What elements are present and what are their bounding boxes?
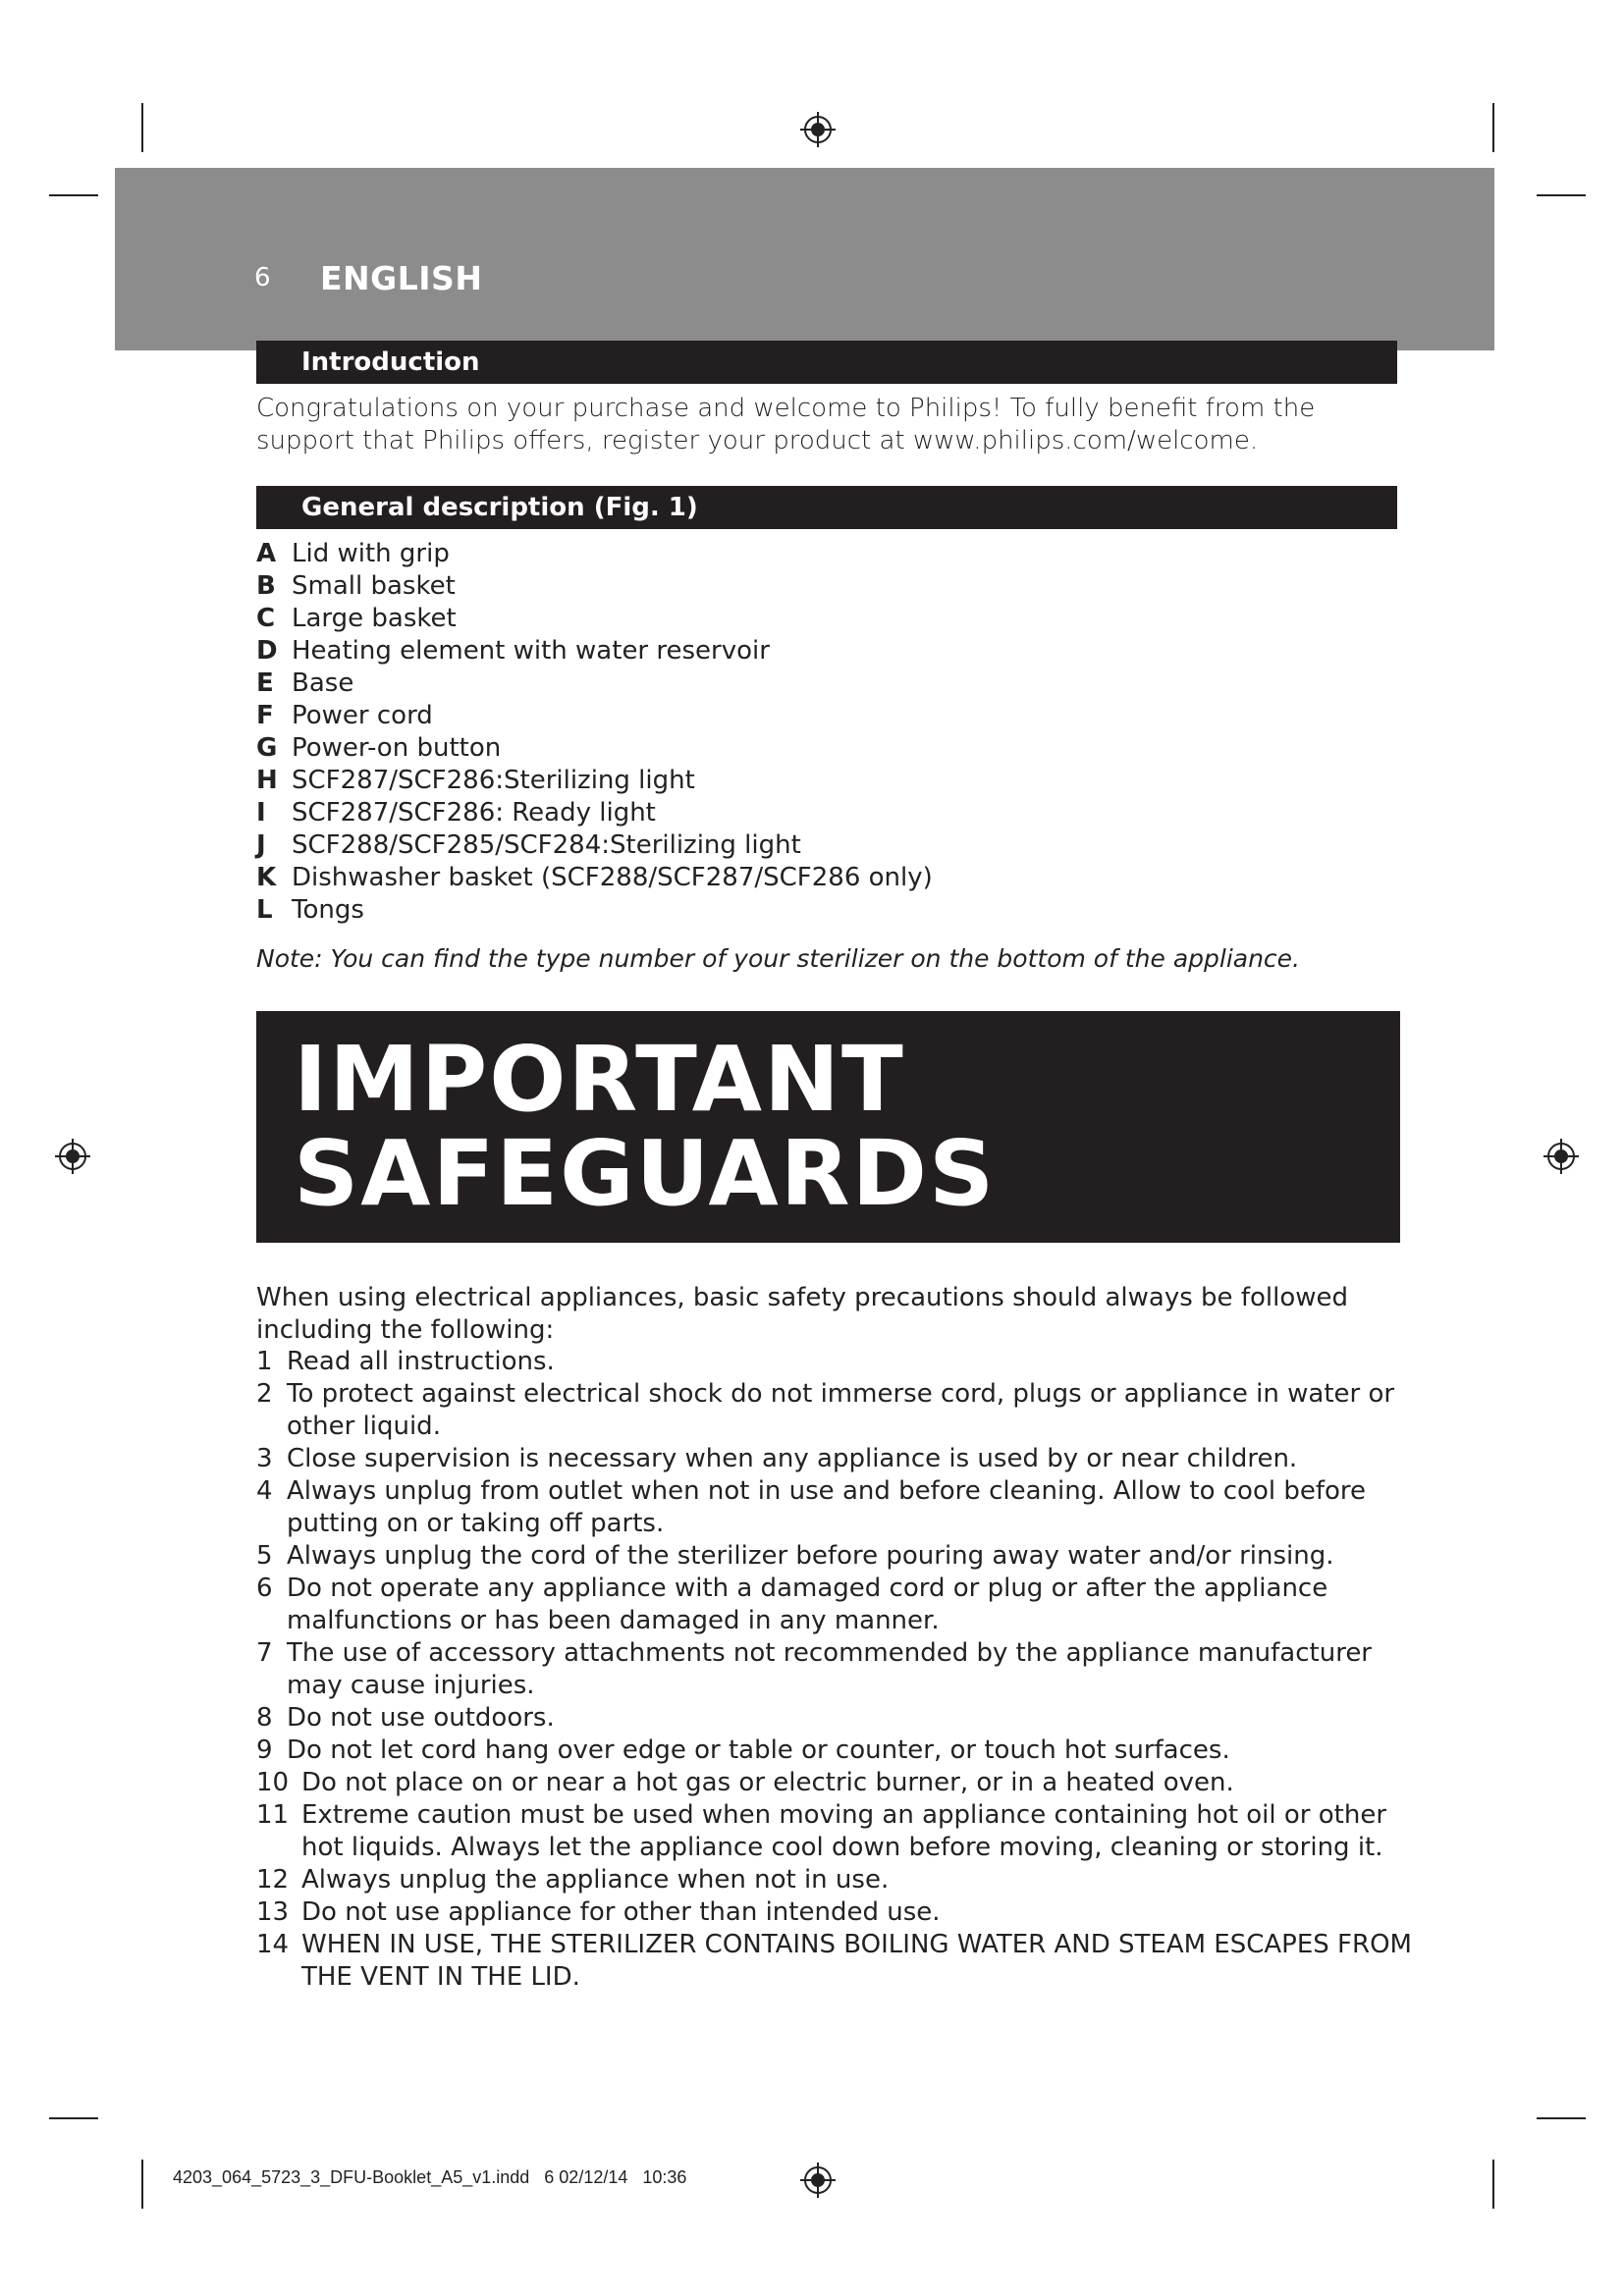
page-number: 6 bbox=[254, 263, 271, 293]
item-text: Base bbox=[292, 668, 354, 698]
item-number: 4 bbox=[256, 1476, 273, 1506]
introduction-text: Congratulations on your purchase and welcome to Philips! To fully benefit from the support that Philips offers, register your product at www.philips.com/welcome. bbox=[256, 394, 1316, 455]
item-text: SCF288/SCF285/SCF284:Sterilizing light bbox=[292, 830, 801, 860]
crop-mark bbox=[1537, 194, 1586, 196]
crop-mark bbox=[49, 2117, 98, 2119]
list-item bbox=[256, 570, 933, 603]
item-text: The use of accessory attachments not recommended by the appliance manufacturer may cause injuries. bbox=[287, 1638, 1372, 1700]
item-text: Read all instructions. bbox=[287, 1347, 555, 1376]
list-item bbox=[256, 1637, 1425, 1702]
list-item bbox=[256, 1864, 1425, 1896]
item-letter: J bbox=[256, 830, 266, 860]
list-item bbox=[256, 1767, 1425, 1799]
banner-title-line1: IMPORTANT bbox=[294, 1027, 905, 1132]
item-letter: G bbox=[256, 733, 278, 763]
item-text: Power cord bbox=[292, 701, 433, 730]
section-heading-introduction: Introduction bbox=[256, 341, 1397, 384]
registration-mark-icon bbox=[55, 1139, 90, 1174]
list-item bbox=[256, 765, 933, 797]
crop-mark bbox=[49, 194, 98, 196]
list-item bbox=[256, 1735, 1425, 1767]
list-item bbox=[256, 1573, 1425, 1637]
registration-mark-icon bbox=[1543, 1139, 1579, 1174]
item-letter: L bbox=[256, 895, 273, 925]
item-number: 6 bbox=[256, 1574, 273, 1603]
section-heading-general-description: General description (Fig. 1) bbox=[256, 486, 1397, 529]
item-number: 14 bbox=[256, 1930, 290, 1959]
item-number: 13 bbox=[256, 1897, 290, 1927]
crop-mark bbox=[141, 103, 143, 152]
list-item bbox=[256, 538, 933, 570]
list-item bbox=[256, 700, 933, 732]
item-text: Always unplug the cord of the sterilizer before pouring away water and/or rinsing. bbox=[287, 1541, 1334, 1571]
item-text: SCF287/SCF286:Sterilizing light bbox=[292, 766, 695, 795]
item-text: To protect against electrical shock do not immerse cord, plugs or appliance in water or other liquid. bbox=[287, 1379, 1395, 1441]
item-text: Power-on button bbox=[292, 733, 502, 763]
list-item bbox=[256, 1929, 1425, 1994]
list-item bbox=[256, 635, 933, 667]
item-text: SCF287/SCF286: Ready light bbox=[292, 798, 656, 828]
footer-file-info: 4203_064_5723_3_DFU-Booklet_A5_v1.indd 6 02/12/14 10:36 bbox=[173, 2167, 687, 2187]
item-letter: E bbox=[256, 668, 274, 698]
item-text: Small basket bbox=[292, 571, 456, 601]
item-number: 11 bbox=[256, 1800, 290, 1830]
list-item bbox=[256, 667, 933, 700]
item-letter: I bbox=[256, 798, 266, 828]
item-text: Heating element with water reservoir bbox=[292, 636, 770, 666]
item-number: 12 bbox=[256, 1865, 290, 1895]
item-text: WHEN IN USE, THE STERILIZER CONTAINS BOILING WATER AND STEAM ESCAPES FROM THE VENT IN THE LID. bbox=[301, 1930, 1412, 1992]
item-text: Do not place on or near a hot gas or electric burner, or in a heated oven. bbox=[301, 1768, 1234, 1797]
list-item bbox=[256, 603, 933, 635]
item-number: 2 bbox=[256, 1379, 273, 1409]
list-item bbox=[256, 1378, 1425, 1443]
list-item bbox=[256, 1346, 1425, 1378]
list-item bbox=[256, 1799, 1425, 1864]
item-number: 9 bbox=[256, 1735, 273, 1765]
item-letter: A bbox=[256, 539, 277, 568]
item-text: Do not use appliance for other than intended use. bbox=[301, 1897, 941, 1927]
item-text: Large basket bbox=[292, 604, 457, 633]
item-number: 10 bbox=[256, 1768, 290, 1797]
item-text: Dishwasher basket (SCF288/SCF287/SCF286 only) bbox=[292, 863, 933, 892]
item-letter: C bbox=[256, 604, 276, 633]
list-item bbox=[256, 797, 933, 829]
list-item bbox=[256, 1475, 1425, 1540]
item-number: 3 bbox=[256, 1444, 273, 1473]
item-letter: H bbox=[256, 766, 278, 795]
item-text: Always unplug the appliance when not in use. bbox=[301, 1865, 890, 1895]
item-text: Lid with grip bbox=[292, 539, 450, 568]
item-text: Do not use outdoors. bbox=[287, 1703, 555, 1733]
registration-mark-icon bbox=[800, 112, 836, 147]
item-text: Do not let cord hang over edge or table or counter, or touch hot surfaces. bbox=[287, 1735, 1230, 1765]
item-number: 5 bbox=[256, 1541, 273, 1571]
item-text: Do not operate any appliance with a damaged cord or plug or after the appliance malfunctions or has been damaged in any manner. bbox=[287, 1574, 1328, 1635]
safeguards-list bbox=[256, 1346, 1425, 1994]
list-item bbox=[256, 1702, 1425, 1735]
note-text: Note: You can find the type number of your sterilizer on the bottom of the appliance. bbox=[256, 944, 1301, 973]
description-list bbox=[256, 538, 933, 927]
item-number: 8 bbox=[256, 1703, 273, 1733]
item-text: Always unplug from outlet when not in use and before cleaning. Allow to cool before putting on or taking off parts. bbox=[287, 1476, 1367, 1538]
item-text: Close supervision is necessary when any appliance is used by or near children. bbox=[287, 1444, 1298, 1473]
item-text: Tongs bbox=[292, 895, 364, 925]
list-item bbox=[256, 1896, 1425, 1929]
crop-mark bbox=[141, 2160, 143, 2209]
registration-mark-icon bbox=[800, 2163, 836, 2198]
list-item bbox=[256, 894, 933, 927]
item-letter: B bbox=[256, 571, 276, 601]
safeguards-intro: When using electrical appliances, basic safety precautions should always be followed including the following: bbox=[256, 1283, 1348, 1345]
item-letter: F bbox=[256, 701, 274, 730]
list-item bbox=[256, 1443, 1425, 1475]
crop-mark bbox=[1492, 2160, 1494, 2209]
item-number: 1 bbox=[256, 1347, 273, 1376]
list-item bbox=[256, 1540, 1425, 1573]
list-item bbox=[256, 862, 933, 894]
item-number: 7 bbox=[256, 1638, 273, 1668]
item-text: Extreme caution must be used when moving an appliance containing hot oil or other hot liquids. Always let the appliance cool down before moving, cleaning or storing it. bbox=[301, 1800, 1387, 1862]
banner-title-line2: SAFEGUARDS bbox=[294, 1121, 997, 1226]
language-heading: ENGLISH bbox=[320, 259, 483, 297]
crop-mark bbox=[1537, 2117, 1586, 2119]
item-letter: K bbox=[256, 863, 277, 892]
list-item bbox=[256, 829, 933, 862]
crop-mark bbox=[1492, 103, 1494, 152]
item-letter: D bbox=[256, 636, 278, 666]
list-item bbox=[256, 732, 933, 765]
important-safeguards-banner bbox=[256, 1011, 1400, 1243]
